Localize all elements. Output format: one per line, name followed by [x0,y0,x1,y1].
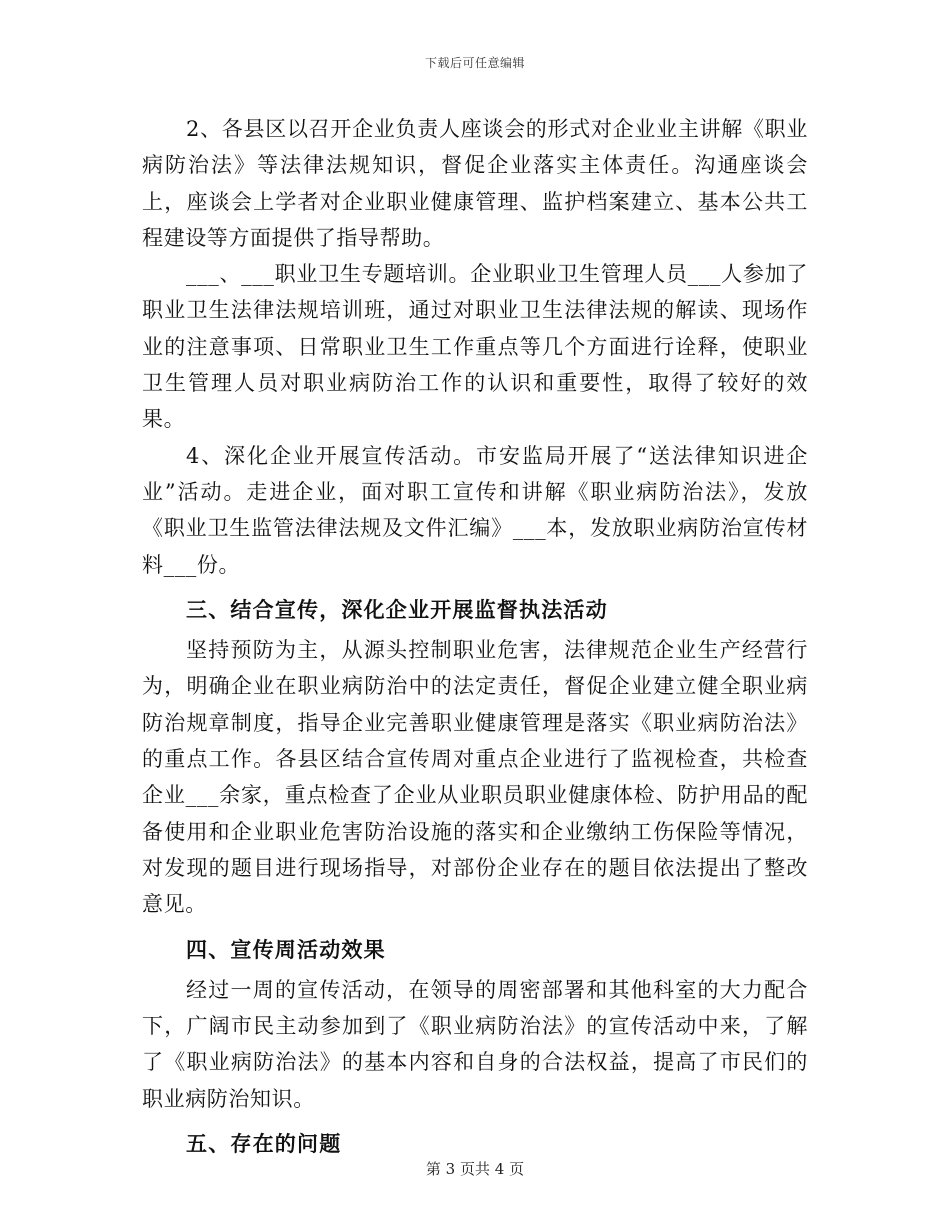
section-heading-enforcement: 三、结合宣传，深化企业开展监督执法活动 [186,597,608,622]
paragraph-seminar: 2、各县区以召开企业负责人座谈会的形式对企业业主讲解《职业病防治法》等法律法规知识，督促企业落实主体责任。沟通座谈会上，座谈会上学者对企业职业健康管理、监护档案建立、基本公共工程建设等方面提供了指导帮助。 [142,117,808,250]
section-heading-problems: 五、存在的问题 [186,1132,342,1157]
paragraph-enforcement: 坚持预防为主，从源头控制职业危害，法律规范企业生产经营行为，明确企业在职业病防治中的法定责任，督促企业建立健全职业病防治规章制度，指导企业完善职业健康管理是落实《职业病防治法》的重点工作。各县区结合宣传周对重点企业进行了监视检查，共检查企业___余家，重点检查了企业从业职员职业健康体检、防护用品的配备使用和企业职业危害防治设施的落实和企业缴纳工伤保险等情况，对发现的题目进行现场指导，对部份企业存在的题目依法提出了整改意见。 [142,638,808,917]
section-heading-effects: 四、宣传周活动效果 [186,937,386,962]
paragraph-publicity: 4、深化企业开展宣传活动。市安监局开展了“送法律知识进企业”活动。走进企业，面对职工宣传和讲解《职业病防治法》，发放《职业卫生监管法律法规及文件汇编》___本，发放职业病防治宣传材料___份。 [142,443,808,577]
page-number: 第 3 页共 4 页 [425,1160,525,1178]
paragraph-effects: 经过一周的宣传活动，在领导的周密部署和其他科室的大力配合下，广阔市民主动参加到了《职业病防治法》的宣传活动中来，了解了《职业病防治法》的基本内容和自身的合法权益，提高了市民们的职业病防治知识。 [142,977,808,1111]
document-body [142,111,808,1166]
paragraph-training: ___、___职业卫生专题培训。企业职业卫生管理人员___人参加了职业卫生法律法规培训班，通过对职业卫生法律法规的解读、现场作业的注意事项、日常职业卫生工作重点等几个方面进行诠释，使职业卫生管理人员对职业病防治工作的认识和重要性，取得了较好的效果。 [142,262,808,432]
page-header: 下载后可任意编辑 [424,56,525,70]
